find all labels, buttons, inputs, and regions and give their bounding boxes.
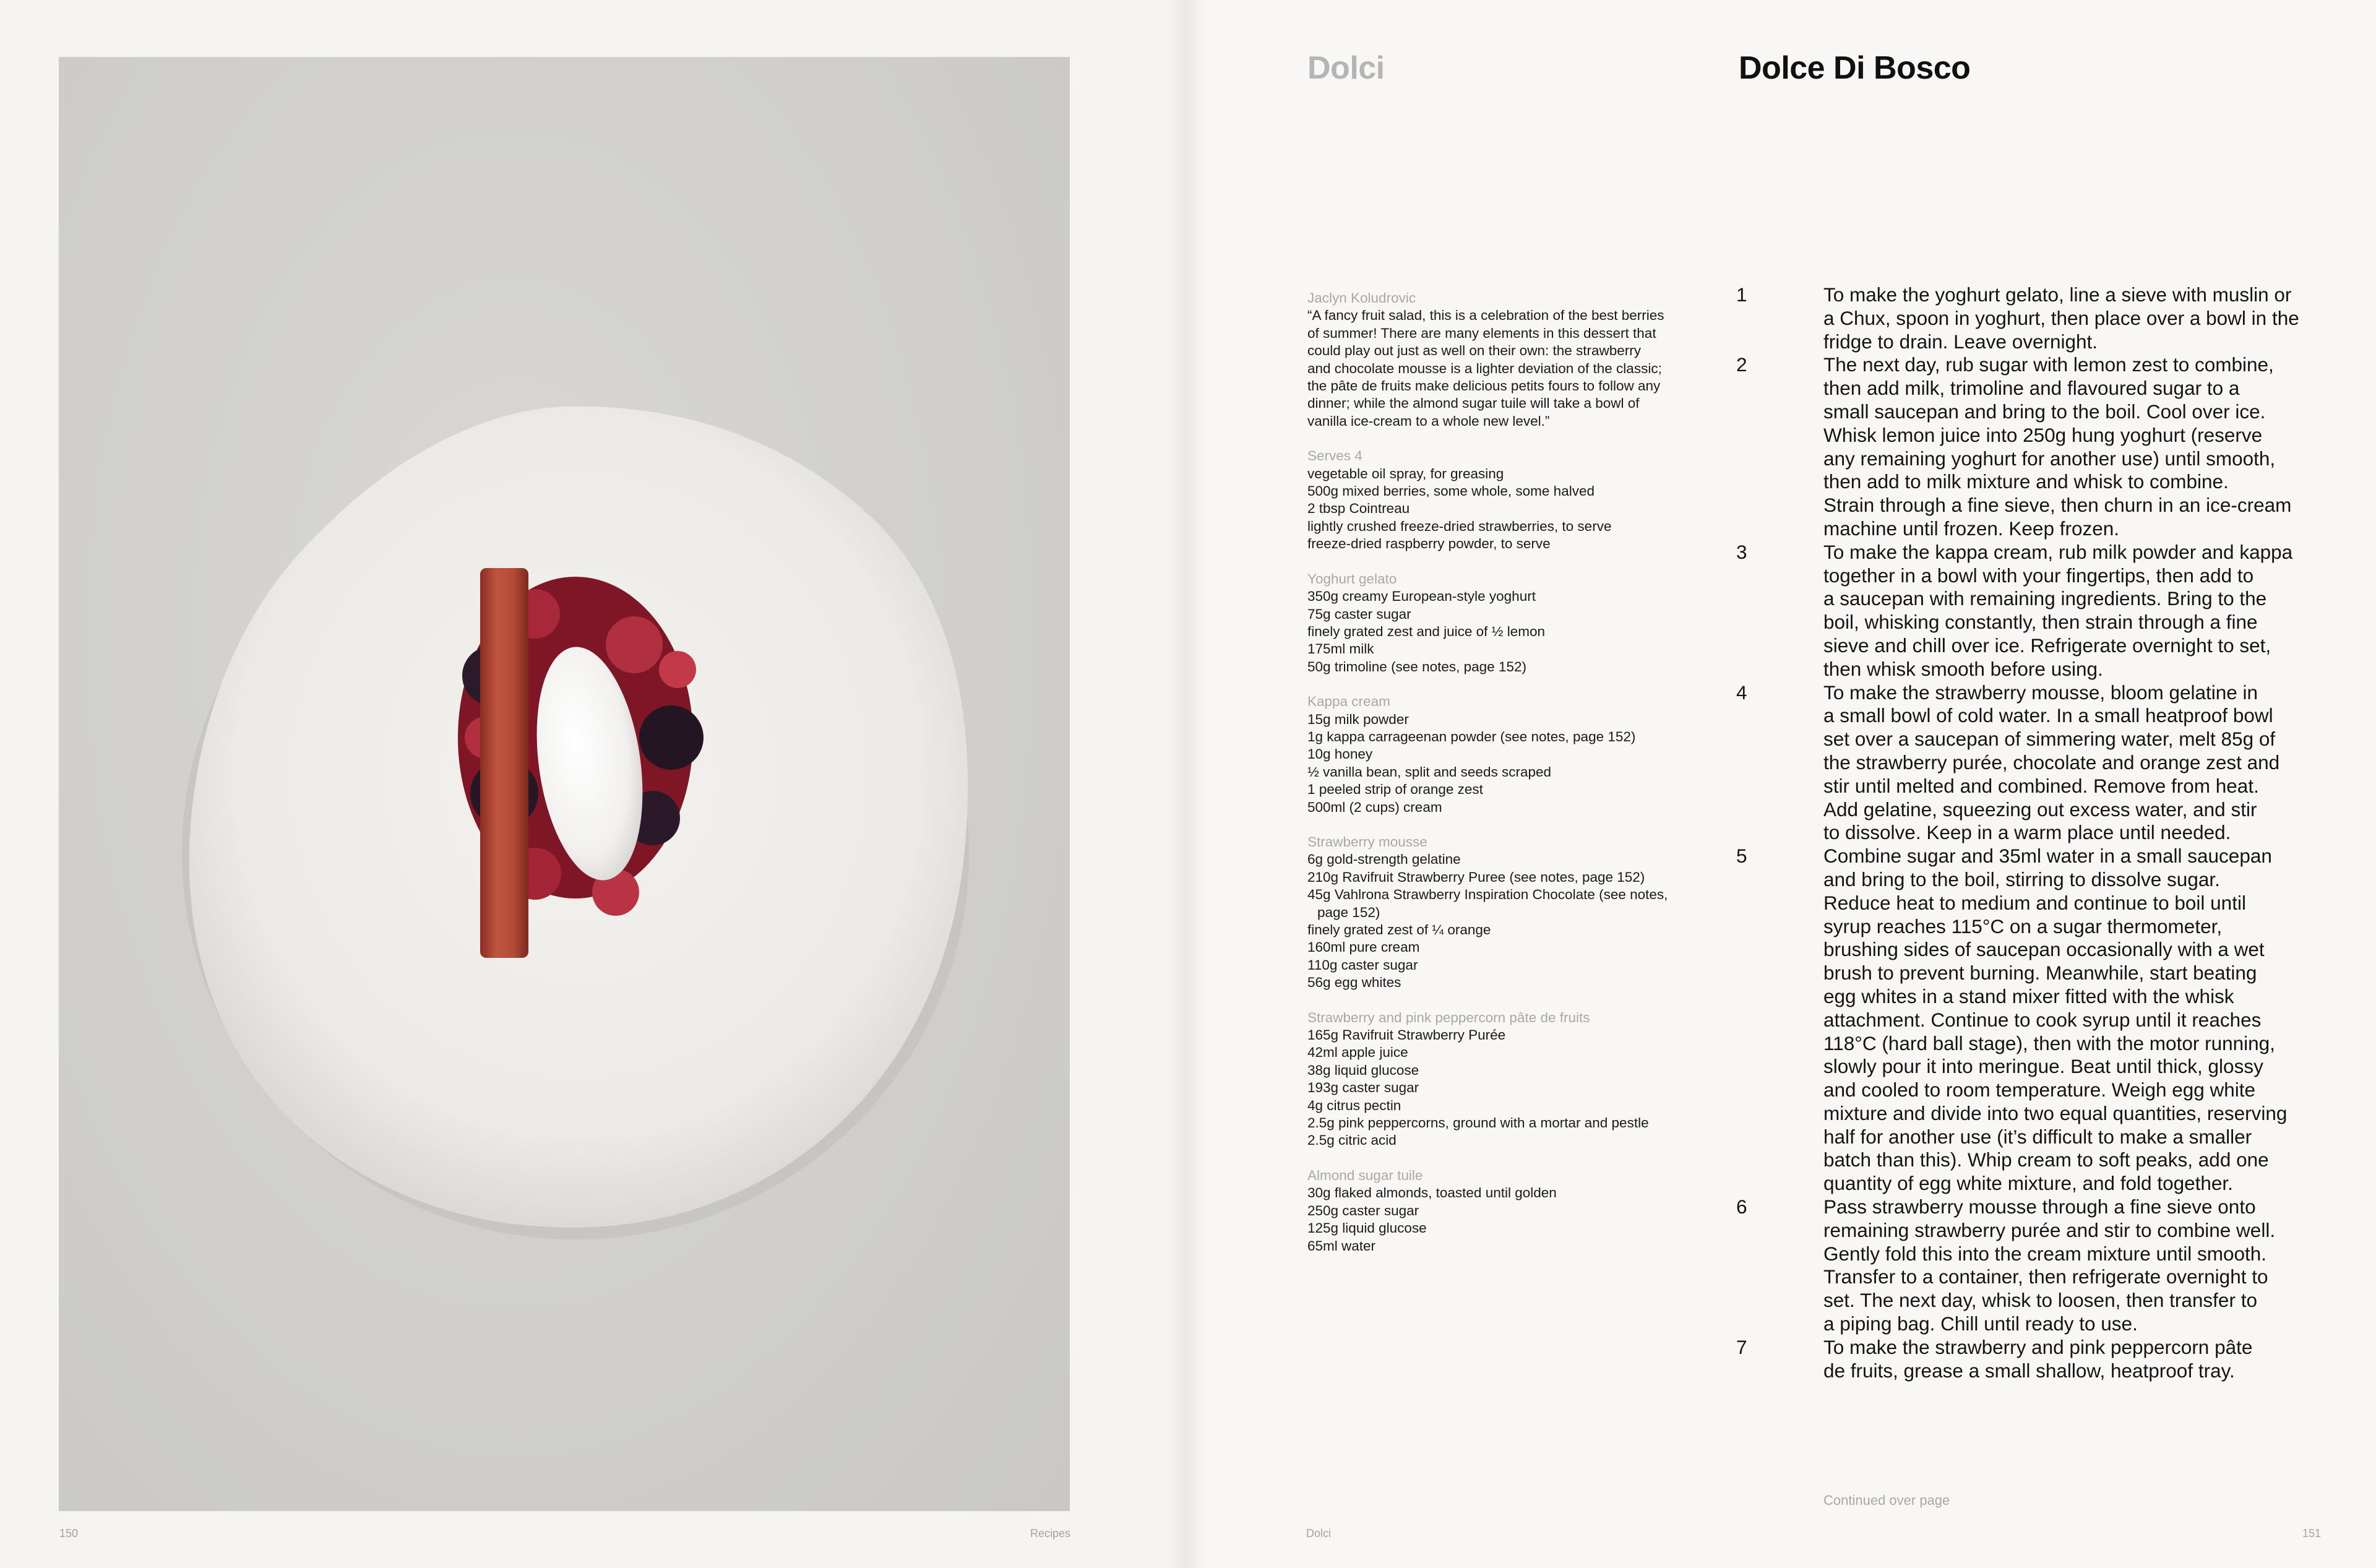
step-line: Strain through a fine sieve, then churn in an ice-cream bbox=[1823, 494, 2292, 517]
ingredient-item: 50g trimoline (see notes, page 152) bbox=[1307, 658, 1526, 674]
step-line: brushing sides of saucepan occasionally with a wet bbox=[1823, 938, 2265, 961]
ingredient-item: finely grated zest of ¼ orange bbox=[1307, 922, 1491, 937]
step-line: sieve and chill over ice. Refrigerate overnight to set, bbox=[1823, 634, 2271, 657]
ingredient-item: 4g citrus pectin bbox=[1307, 1097, 1401, 1113]
step-line: slowly pour it into meringue. Beat until thick, glossy bbox=[1823, 1055, 2263, 1078]
rhubarb-stick bbox=[480, 568, 528, 958]
step-line: mixture and divide into two equal quantities, reserving bbox=[1823, 1101, 2288, 1124]
intro-line: of summer! There are many elements in this dessert that bbox=[1307, 325, 1656, 341]
ingredient-item: 2 tbsp Cointreau bbox=[1307, 501, 1410, 517]
method-step bbox=[1726, 1336, 2320, 1383]
ingredient-item: 2.5g citric acid bbox=[1307, 1132, 1397, 1148]
intro-line: vanilla ice-cream to a whole new level.” bbox=[1307, 413, 1550, 429]
step-line: quantity of egg white mixture, and fold together. bbox=[1823, 1172, 2233, 1195]
intro-line: and chocolate mousse is a lighter deviation of the classic; bbox=[1307, 360, 1662, 376]
ingredient-item: 125g liquid glucose bbox=[1307, 1220, 1427, 1236]
step-line: Reduce heat to medium and continue to boil until bbox=[1823, 891, 2246, 914]
step-line: machine until frozen. Keep frozen. bbox=[1823, 517, 2120, 540]
step-line: attachment. Continue to cook syrup until it reaches bbox=[1823, 1008, 2262, 1031]
step-number: 3 bbox=[1736, 540, 1747, 563]
step-line: a small bowl of cold water. In a small heatproof bowl bbox=[1823, 704, 2273, 727]
ingredient-item: 1 peeled strip of orange zest bbox=[1307, 782, 1483, 798]
ingredient-item: 165g Ravifruit Strawberry Purée bbox=[1307, 1027, 1506, 1043]
step-line: Combine sugar and 35ml water in a small saucepan bbox=[1823, 845, 2272, 868]
step-line: to dissolve. Keep in a warm place until needed. bbox=[1823, 821, 2231, 844]
method-step bbox=[1726, 1195, 2320, 1336]
ingredient-item: vegetable oil spray, for greasing bbox=[1307, 465, 1504, 481]
section-heading: Dolci bbox=[1307, 50, 1385, 86]
continued-note: Continued over page bbox=[1823, 1493, 1950, 1508]
step-line: Transfer to a container, then refrigerate overnight to bbox=[1823, 1265, 2268, 1288]
group-label: Strawberry mousse bbox=[1307, 834, 1427, 850]
step-number: 4 bbox=[1736, 681, 1747, 704]
step-line: de fruits, grease a small shallow, heatproof tray. bbox=[1823, 1359, 2235, 1382]
ingredient-item: 30g flaked almonds, toasted until golden bbox=[1307, 1185, 1557, 1201]
method-step bbox=[1726, 283, 2320, 353]
recipe-title: Dolce Di Bosco bbox=[1739, 50, 1971, 86]
ingredient-item: 160ml pure cream bbox=[1307, 939, 1420, 955]
step-line: set over a saucepan of simmering water, melt 85g of bbox=[1823, 728, 2276, 751]
ingredient-item: 175ml milk bbox=[1307, 641, 1374, 657]
step-line: then add milk, trimoline and flavoured sugar to a bbox=[1823, 377, 2240, 400]
intro-line: dinner; while the almond sugar tuile will take a bowl of bbox=[1307, 395, 1640, 411]
step-line: together in a bowl with your fingertips, then add to bbox=[1823, 564, 2254, 587]
step-line: batch than this). Whip cream to soft peaks, add one bbox=[1823, 1148, 2269, 1171]
step-line: brush to prevent burning. Meanwhile, start beating bbox=[1823, 962, 2257, 984]
ingredient-group-pate-de-fruits bbox=[1307, 1009, 1710, 1150]
step-line: a saucepan with remaining ingredients. Bring to the bbox=[1823, 587, 2267, 610]
ingredient-item: 350g creamy European-style yoghurt bbox=[1307, 588, 1536, 605]
ingredient-group-yoghurt-gelato bbox=[1307, 571, 1710, 676]
step-line: half for another use (it’s difficult to make a smaller bbox=[1823, 1125, 2252, 1148]
step-number: 7 bbox=[1736, 1335, 1747, 1358]
right-page-number: 151 bbox=[2302, 1527, 2322, 1540]
step-line: To make the strawberry mousse, bloom gelatine in bbox=[1823, 681, 2258, 704]
page-gutter bbox=[1169, 0, 1207, 1568]
method-step bbox=[1726, 353, 2320, 540]
step-number: 1 bbox=[1736, 283, 1747, 306]
step-number: 2 bbox=[1736, 353, 1747, 376]
ingredient-item: 1g kappa carrageenan powder (see notes, page 152) bbox=[1307, 728, 1636, 744]
ingredient-group-kappa-cream bbox=[1307, 693, 1710, 816]
intro-line: could play out just as well on their own: the strawberry bbox=[1307, 343, 1642, 359]
ingredient-item: 210g Ravifruit Strawberry Puree (see notes, page 152) bbox=[1307, 869, 1645, 885]
step-line: To make the strawberry and pink peppercorn pâte bbox=[1823, 1335, 2253, 1358]
left-running-head: Recipes bbox=[1030, 1527, 1071, 1540]
ingredient-item: 6g gold-strength gelatine bbox=[1307, 851, 1461, 868]
step-line: a Chux, spoon in yoghurt, then place over a bowl in the bbox=[1823, 306, 2299, 329]
step-line: and bring to the boil, stirring to dissolve sugar. bbox=[1823, 868, 2220, 890]
step-line: fridge to drain. Leave overnight. bbox=[1823, 330, 2098, 353]
ingredient-item: 15g milk powder bbox=[1307, 711, 1409, 727]
step-line: Whisk lemon juice into 250g hung yoghurt (reserve bbox=[1823, 423, 2263, 446]
method-step bbox=[1726, 845, 2320, 1195]
method-step bbox=[1726, 681, 2320, 845]
group-label: Serves 4 bbox=[1307, 448, 1362, 464]
step-line: The next day, rub sugar with lemon zest to combine, bbox=[1823, 353, 2274, 376]
group-label: Yoghurt gelato bbox=[1307, 571, 1397, 587]
group-label: Kappa cream bbox=[1307, 694, 1390, 710]
step-line: then add to milk mixture and whisk to combine. bbox=[1823, 470, 2229, 493]
step-number: 5 bbox=[1736, 845, 1747, 868]
step-line: any remaining yoghurt for another use) until smooth, bbox=[1823, 447, 2276, 470]
ingredient-item: 250g caster sugar bbox=[1307, 1202, 1419, 1218]
ingredient-item: ½ vanilla bean, split and seeds scraped bbox=[1307, 764, 1552, 780]
left-page bbox=[0, 0, 1187, 1568]
step-line: 118°C (hard ball stage), then with the motor running, bbox=[1823, 1032, 2275, 1054]
group-label: Strawberry and pink peppercorn pâte de fruits bbox=[1307, 1009, 1590, 1025]
author-name: Jaclyn Koludrovic bbox=[1307, 290, 1416, 306]
method-step bbox=[1726, 541, 2320, 681]
step-line: To make the kappa cream, rub milk powder and kappa bbox=[1823, 540, 2293, 563]
ingredient-item: finely grated zest and juice of ½ lemon bbox=[1307, 623, 1545, 639]
step-number: 6 bbox=[1736, 1195, 1747, 1218]
step-line: stir until melted and combined. Remove from heat. bbox=[1823, 774, 2259, 797]
plated-dessert-illustration bbox=[59, 57, 1070, 1511]
intro-block bbox=[1307, 290, 1710, 430]
group-label: Almond sugar tuile bbox=[1307, 1167, 1423, 1183]
dessert-photo bbox=[59, 57, 1070, 1511]
step-line: syrup reaches 115°C on a sugar thermometer, bbox=[1823, 915, 2223, 937]
ingredients-column bbox=[1307, 290, 1710, 1272]
intro-line: the pâte de fruits make delicious petits fours to follow any bbox=[1307, 378, 1661, 394]
ingredient-item: 500ml (2 cups) cream bbox=[1307, 799, 1442, 815]
ingredient-group-serves bbox=[1307, 447, 1710, 553]
ingredient-item: 500g mixed berries, some whole, some halved bbox=[1307, 483, 1595, 499]
step-line: a piping bag. Chill until ready to use. bbox=[1823, 1312, 2138, 1335]
ingredient-group-almond-tuile bbox=[1307, 1167, 1710, 1255]
step-line: and cooled to room temperature. Weigh egg white bbox=[1823, 1079, 2256, 1101]
ingredient-item: page 152) bbox=[1317, 904, 1380, 920]
ingredient-item: lightly crushed freeze-dried strawberries, to serve bbox=[1307, 518, 1612, 534]
ingredient-group-strawberry-mousse bbox=[1307, 834, 1710, 992]
step-line: small saucepan and bring to the boil. Cool over ice. bbox=[1823, 400, 2266, 423]
ingredient-item: 10g honey bbox=[1307, 746, 1373, 762]
ingredient-item: 2.5g pink peppercorns, ground with a mortar and pestle bbox=[1307, 1115, 1649, 1131]
method-steps bbox=[1726, 283, 2320, 1382]
step-line: remaining strawberry purée and stir to combine well. bbox=[1823, 1218, 2276, 1241]
ingredient-item: 193g caster sugar bbox=[1307, 1080, 1419, 1096]
step-line: Pass strawberry mousse through a fine sieve onto bbox=[1823, 1195, 2256, 1218]
step-line: Add gelatine, squeezing out excess water, and stir bbox=[1823, 798, 2257, 821]
ingredient-item: 75g caster sugar bbox=[1307, 606, 1411, 622]
ingredient-item: 65ml water bbox=[1307, 1238, 1376, 1254]
ingredient-item: 38g liquid glucose bbox=[1307, 1062, 1419, 1078]
step-line: egg whites in a stand mixer fitted with the whisk bbox=[1823, 984, 2234, 1007]
step-line: the strawberry purée, chocolate and orange zest and bbox=[1823, 751, 2280, 773]
ingredient-item: 42ml apple juice bbox=[1307, 1045, 1408, 1061]
left-page-number: 150 bbox=[59, 1527, 79, 1540]
intro-line: “A fancy fruit salad, this is a celebration of the best berries bbox=[1307, 308, 1664, 324]
step-line: To make the yoghurt gelato, line a sieve with muslin or bbox=[1823, 283, 2292, 306]
step-line: then whisk smooth before using. bbox=[1823, 657, 2103, 680]
right-running-head: Dolci bbox=[1306, 1527, 1332, 1540]
ingredient-item: freeze-dried raspberry powder, to serve bbox=[1307, 536, 1551, 552]
ingredient-item: 110g caster sugar bbox=[1307, 957, 1418, 973]
ingredient-item: 45g Vahlrona Strawberry Inspiration Chocolate (see notes, bbox=[1307, 887, 1668, 903]
step-line: Gently fold this into the cream mixture until smooth. bbox=[1823, 1242, 2267, 1265]
ingredient-item: 56g egg whites bbox=[1307, 975, 1401, 991]
step-line: set. The next day, whisk to loosen, then transfer to bbox=[1823, 1289, 2257, 1312]
step-line: boil, whisking constantly, then strain through a fine bbox=[1823, 611, 2258, 634]
